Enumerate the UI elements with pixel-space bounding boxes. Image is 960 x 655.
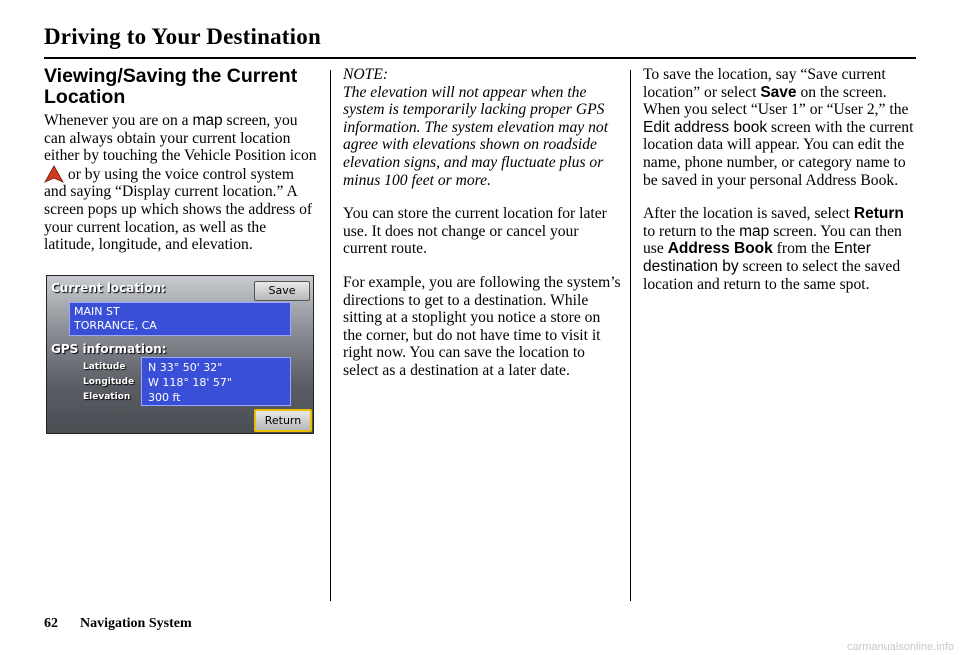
save-text-a: To save the location, say “Save current location” or select: [643, 66, 886, 101]
return-button: Return: [254, 409, 312, 432]
intro-text-a: Whenever you are on a: [44, 112, 193, 129]
longitude-value: W 118° 18' 57": [148, 376, 232, 389]
address-line-1: MAIN ST: [74, 305, 120, 318]
latitude-label: Latitude: [83, 362, 126, 372]
edit-address-book-term: Edit address book: [643, 118, 768, 136]
page-header-title: Driving to Your Destination: [44, 24, 321, 49]
address-box: [69, 302, 291, 336]
after-text-d: from the: [772, 240, 834, 258]
enter-destination-by-term: Enter destination by: [643, 240, 871, 275]
intro-paragraph: [44, 112, 318, 254]
elevation-value: 300 ft: [148, 391, 181, 404]
intro-text-c: or by using the voice control system and saying “Display current location.” A screen pops up which shows the address of your current location, as well as the latitude, longitude, and elevation.: [44, 165, 313, 254]
page-number: 62: [44, 616, 58, 631]
note-text: The elevation will not appear when the system is temporarily lacking proper GPS information. The system elevation may not agree with elevations shown on roadside elevation signs, and may fluctuate plus or minus 100 feet or more.: [343, 83, 609, 189]
after-text-c: screen. You can then use: [643, 222, 902, 258]
after-text-e: screen to select the saved location and return to the same spot.: [643, 257, 901, 293]
column-3: [643, 66, 919, 309]
after-text-b: to return to the: [643, 222, 740, 240]
save-text-b: on the screen. When you select “User 1” or “User 2,” the: [643, 83, 909, 119]
note-label: NOTE:: [343, 66, 389, 83]
save-location-paragraph: [643, 66, 919, 189]
map-term: map: [739, 222, 770, 240]
elevation-label: Elevation: [83, 392, 131, 402]
watermark: carmanualsonline.info: [846, 641, 954, 653]
footer-section-name: Navigation System: [80, 616, 192, 631]
map-screen-term: map: [192, 112, 223, 129]
gps-values-box: [141, 357, 291, 406]
address-book-term: Address Book: [667, 240, 773, 258]
vehicle-position-icon: [44, 165, 64, 183]
note-block: [343, 66, 621, 189]
save-term: Save: [760, 83, 797, 101]
after-text-a: After the location is saved, select: [643, 205, 854, 223]
address-line-2: TORRANCE, CA: [74, 319, 157, 332]
latitude-value: N 33° 50' 32": [148, 361, 223, 374]
column-1: [44, 66, 318, 270]
save-text-c: screen with the current location data will appear. You can edit the name, phone number, or category name to be saved in your personal Address Book.: [643, 118, 914, 189]
longitude-label: Longitude: [83, 377, 135, 387]
return-term: Return: [853, 205, 904, 223]
store-location-paragraph: You can store the current location for later use. It does not change or cancel your current route.: [343, 205, 607, 258]
save-button: Save: [254, 281, 310, 301]
current-location-screen-image: [46, 275, 314, 434]
section-heading: Viewing/Saving the Current Location: [44, 65, 298, 108]
column-2: [343, 66, 621, 396]
example-paragraph: For example, you are following the system’s directions to get to a destination. While sitting at a stoplight you notice a store on the corner, but do not have time to visit it right now. You can save the location to select as a destination at a later date.: [343, 273, 621, 379]
column-divider-1: [330, 70, 331, 601]
gps-information-label: GPS information:: [51, 342, 167, 356]
current-location-label: Current location:: [51, 281, 166, 295]
column-divider-2: [630, 70, 631, 601]
header-rule: [44, 57, 916, 59]
after-saved-paragraph: [643, 205, 919, 293]
intro-text-b: screen, you can always obtain your current location either by touching the Vehicle Position icon: [44, 112, 317, 165]
